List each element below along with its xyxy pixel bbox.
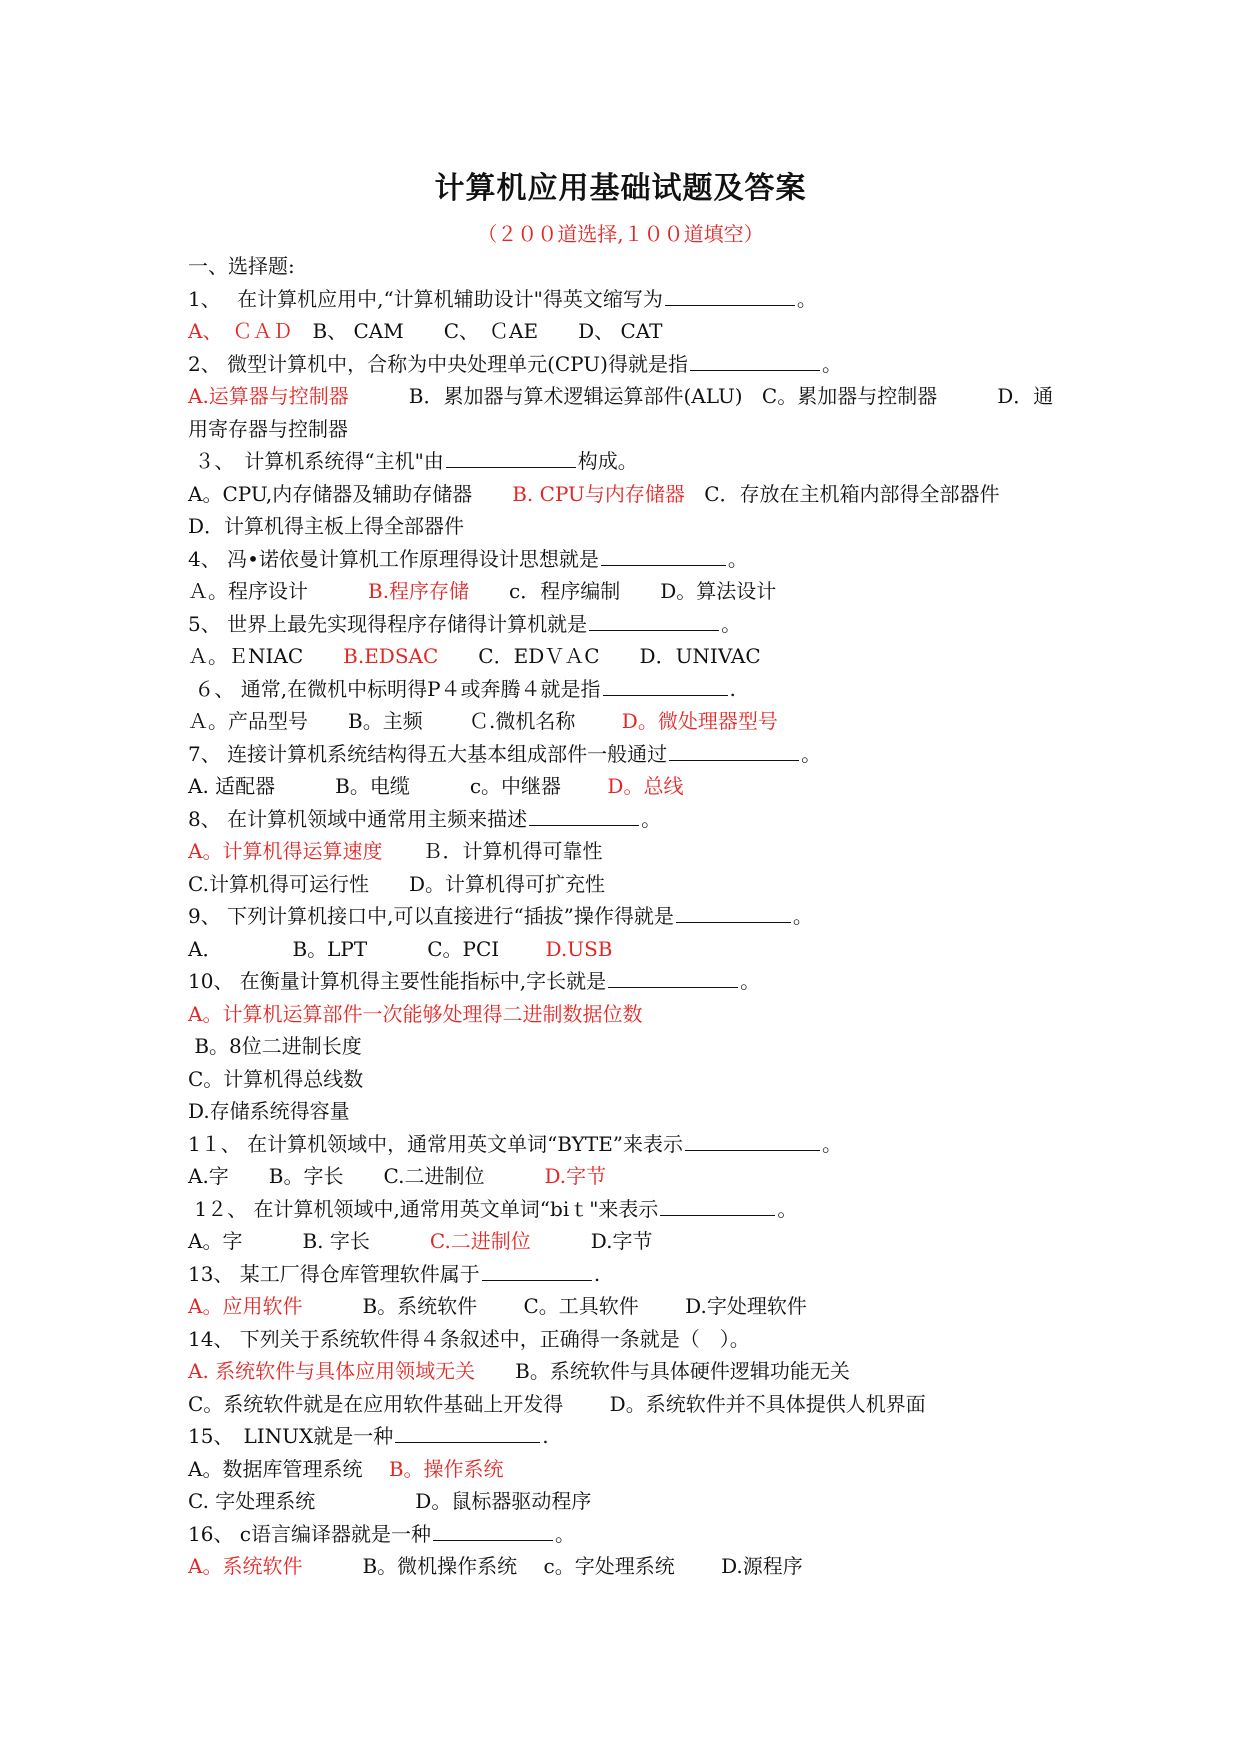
question-text: 10、 在衡量计算机得主要性能指标中,字长就是 <box>188 969 607 993</box>
option-line: C. 字处理系统 D。鼠标器驱动程序 <box>188 1489 592 1513</box>
correct-option: B.EDSAC <box>343 644 439 668</box>
question-stem <box>188 673 1068 706</box>
answer-blank <box>433 1522 553 1541</box>
question-end: 。 <box>777 1196 798 1221</box>
question-options <box>188 835 1068 868</box>
document-title: 计算机应用基础试题及答案 <box>434 171 807 206</box>
question-end: 。 <box>822 1131 843 1156</box>
correct-option: A. 系统软件与具体应用领域无关 <box>188 1359 476 1383</box>
answer-blank <box>608 969 738 988</box>
question-stem <box>188 543 1068 576</box>
question-stem <box>188 283 1068 316</box>
answer-blank <box>685 1132 820 1151</box>
question-end: 。 <box>641 806 662 831</box>
question-stem <box>188 1258 1068 1291</box>
question-end: 。 <box>721 611 742 636</box>
answer-blank <box>690 352 820 371</box>
option: B。系统软件与具体硬件逻辑功能无关 <box>475 1359 850 1383</box>
option-line: C。系统软件就是在应用软件基础上开发得 D。系统软件并不具体提供人机界面 <box>188 1391 926 1416</box>
question-end: . <box>542 1424 549 1448</box>
question-options <box>188 1160 1068 1193</box>
option: B．累加器与算术逻辑运算部件(ALU)ﾠC。累加器与控制器 D．通用寄存器与控制器 <box>188 384 1054 441</box>
answer-blank <box>676 904 791 923</box>
question-text: 16、 c语言编译器就是一种 <box>188 1521 432 1546</box>
correct-option: A。计算机运算部件一次能够处理得二进制数据位数 <box>188 1001 643 1026</box>
correct-option: B. CPU与内存储器 <box>512 481 685 506</box>
option: A． B。LPT C。PCI <box>188 936 546 961</box>
answer-blank <box>482 1262 592 1281</box>
question-stem <box>188 1128 1068 1161</box>
question-options <box>188 998 1068 1031</box>
option: Ｂ．计算机得可靠性 <box>382 839 603 863</box>
question-options <box>188 575 1068 608</box>
option: A。字 B. 字长 <box>188 1229 430 1253</box>
option: D.字节 <box>530 1229 653 1253</box>
question-text: 5、 世界上最先实现得程序存储得计算机就是 <box>188 611 588 636</box>
correct-option: D.字节 <box>544 1164 607 1188</box>
correct-option: A。计算机得运算速度 <box>188 839 383 863</box>
option: B、 CAM <box>312 319 444 343</box>
option: A。数据库管理系统 <box>188 1456 389 1481</box>
question-end: 。 <box>821 351 842 376</box>
option: Ａ。产品型号 B。主频 Ｃ.微机名称 <box>188 709 622 733</box>
question-text: ３、 计算机系统得“主机"由 <box>188 449 444 473</box>
question-text: 1２、 在计算机领域中,通常用英文单词“biｔ"来表示 <box>188 1196 659 1221</box>
question-options <box>188 315 1068 348</box>
answer-blank <box>589 612 719 631</box>
option: C．EDＶＡC D．UNIVAC <box>438 644 761 668</box>
question-end: 。 <box>796 286 817 311</box>
question-text: 2、 微型计算机中，合称为中央处理单元(CPU)得就是指 <box>188 351 688 376</box>
question-text: 13、 某工厂得仓库管理软件属于 <box>188 1261 480 1286</box>
question-stem <box>188 900 1068 933</box>
question-stem <box>188 348 1068 381</box>
option: Ａ。ＥNIAC <box>188 644 344 668</box>
document-subtitle: （２００道选择,１００道填空） <box>477 222 764 246</box>
question-end: . <box>729 676 736 701</box>
question-text: 8、 在计算机领域中通常用主频来描述 <box>188 806 528 831</box>
correct-option: A。应用软件 <box>188 1294 303 1318</box>
correct-option: A。系统软件 <box>188 1554 303 1578</box>
option-line: B。8位二进制长度 <box>188 1034 362 1058</box>
answer-blank <box>446 449 576 468</box>
question-options <box>188 705 1068 738</box>
option: c．程序编制 D。算法设计 <box>469 579 777 603</box>
question-stem <box>188 1323 1068 1356</box>
option-line: C。计算机得总线数 <box>188 1066 364 1091</box>
option: C、 ＣAE <box>443 319 579 343</box>
correct-option: A.运算器与控制器 <box>188 384 349 408</box>
correct-option: D.USB <box>545 936 613 961</box>
option: Ａ。程序设计 <box>188 579 368 603</box>
correct-option: A、 ＣＡＤ <box>188 319 313 343</box>
question-text: 9、 下列计算机接口中,可以直接进行“插拔”操作得就是 <box>188 904 674 928</box>
question-end: 。 <box>801 741 822 766</box>
question-text: 4、 冯•诺依曼计算机工作原理得设计思想就是 <box>188 546 599 571</box>
question-options <box>188 1290 1068 1323</box>
answer-blank <box>660 1197 775 1216</box>
question-options <box>188 640 1068 673</box>
option: ﾠC．存放在主机箱内部得全部器件 D．计算机得主板上得全部器件 <box>188 481 1040 538</box>
correct-option: D。总线 <box>607 774 684 798</box>
question-stem <box>188 1518 1068 1551</box>
question-options <box>188 1550 1068 1583</box>
question-stem <box>188 738 1068 771</box>
question-end: 。 <box>740 969 761 993</box>
question-stem <box>188 445 1068 478</box>
question-end: 。 <box>555 1521 576 1546</box>
question-stem <box>188 1193 1068 1226</box>
question-end: 。 <box>792 904 813 928</box>
answer-blank <box>395 1424 540 1443</box>
question-options <box>188 380 1068 445</box>
option: B。微机操作系统 c。字处理系统 D.源程序 <box>302 1554 803 1578</box>
question-list <box>188 250 1068 1583</box>
question-options <box>188 478 1068 543</box>
option: A. 适配器 B。电缆 c。中继器 <box>188 774 608 798</box>
answer-blank <box>603 677 728 696</box>
question-options <box>188 1453 1068 1486</box>
question-stem <box>188 965 1068 998</box>
option: B。系统软件 C。工具软件 D.字处理软件 <box>302 1294 807 1318</box>
question-end: 。 <box>727 546 748 571</box>
answer-blank <box>665 287 795 306</box>
question-text: 7、 连接计算机系统结构得五大基本组成部件一般通过 <box>188 741 668 766</box>
question-text: 15、 LINUX就是一种 <box>188 1424 394 1448</box>
option: D、 CAT <box>578 319 663 343</box>
question-end: 构成。 <box>577 449 638 473</box>
option: A。CPU,内存储器及辅助存储器 <box>188 481 513 506</box>
question-options <box>188 1225 1068 1258</box>
question-text: ６、 通常,在微机中标明得P４或奔腾４就是指 <box>188 676 601 701</box>
answer-blank <box>529 807 639 826</box>
option-line: D.存储系统得容量 <box>188 1099 350 1123</box>
option: A.字 B。字长 C.二进制位 <box>188 1164 545 1188</box>
correct-option: C.二进制位 <box>429 1229 531 1253</box>
question-options <box>188 1355 1068 1388</box>
answer-blank <box>601 547 726 566</box>
answer-blank <box>669 742 799 761</box>
question-end: . <box>593 1261 601 1286</box>
question-stem <box>188 803 1068 836</box>
question-options <box>188 933 1068 966</box>
question-text: 1、 在计算机应用中,“计算机辅助设计"得英文缩写为 <box>188 286 663 311</box>
correct-option: D。微处理器型号 <box>621 709 778 733</box>
question-text: 1１、 在计算机领域中，通常用英文单词“BYTE”来表示 <box>188 1131 684 1156</box>
question-options <box>188 770 1068 803</box>
option-line: C.计算机得可运行性 D。计算机得可扩充性 <box>188 871 605 896</box>
question-stem <box>188 608 1068 641</box>
section-heading: 一、选择题: <box>188 254 295 278</box>
question-text: 14、 下列关于系统软件得４条叙述中，正确得一条就是（ ）。 <box>188 1326 750 1351</box>
correct-option: B。操作系统 <box>388 1456 504 1481</box>
question-stem <box>188 1420 1068 1453</box>
correct-option: B.程序存储 <box>368 579 470 603</box>
